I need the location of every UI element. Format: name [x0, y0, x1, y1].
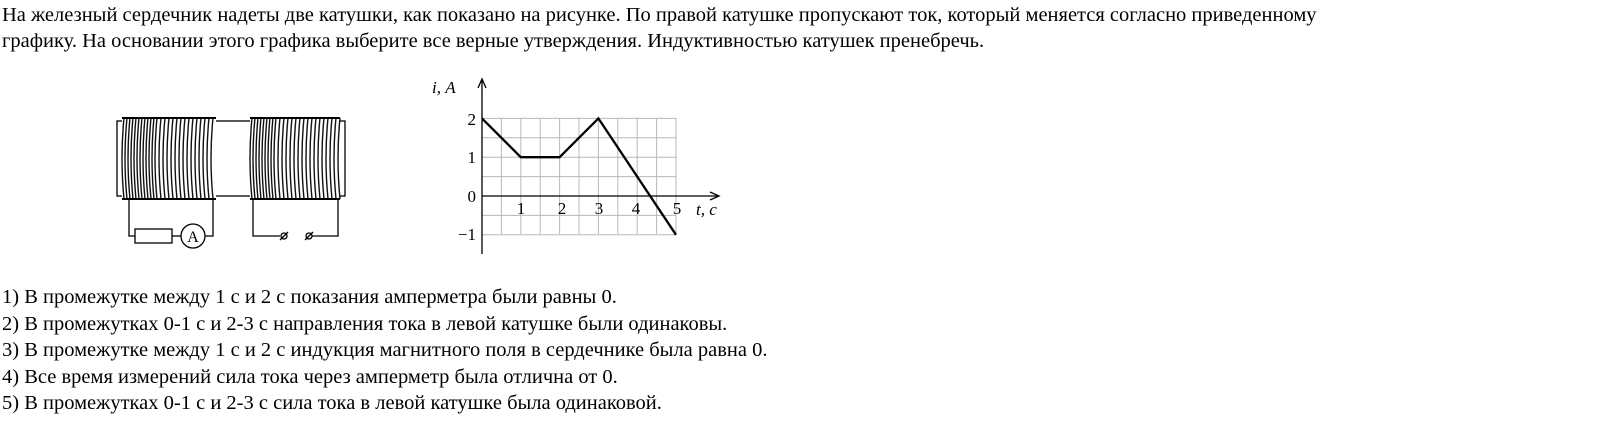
left-circuit	[129, 199, 213, 248]
problem-text	[2, 2, 1592, 54]
grid	[482, 118, 676, 235]
problem-text-line-1: На железный сердечник надеты две катушки, как показано на рисунке. По правой катушке пропускают ток, который меняется согласно приведенному	[2, 4, 1317, 26]
y-tick-neg1: −1	[457, 225, 476, 244]
x-tick-2: 2	[557, 199, 567, 218]
x-tick-5: 5	[672, 199, 682, 218]
left-coil	[122, 118, 216, 199]
statement-1: 1) В промежутке между 1 с и 2 с показания амперметра были равны 0.	[2, 286, 617, 308]
statement-3: 3) В промежутке между 1 с и 2 с индукция магнитного поля в сердечнике была равна 0.	[2, 339, 768, 362]
y-tick-1: 1	[467, 148, 476, 167]
y-axis-label: i, А	[432, 78, 456, 97]
y-tick-2: 2	[467, 110, 476, 129]
x-tick-4: 4	[631, 199, 641, 218]
y-tick-0: 0	[467, 187, 476, 206]
current-graph	[432, 78, 719, 254]
right-coil	[250, 118, 340, 199]
statement-2: 2) В промежутках 0-1 с и 2-3 с направления тока в левой катушке были одинаковы.	[2, 312, 728, 335]
statement-5: 5) В промежутках 0-1 с и 2-3 с сила тока в левой катушке была одинаковой.	[2, 392, 662, 415]
x-tick-3: 3	[594, 199, 604, 218]
x-tick-1: 1	[516, 199, 526, 218]
x-axis-label: t, с	[696, 200, 717, 219]
statement-4: 4) Все время измерений сила тока через амперметр была отлична от 0.	[2, 365, 618, 388]
problem-text-line-2: графику. На основании этого графика выберите все верные утверждения. Индуктивностью катушек пренебречь.	[2, 30, 985, 52]
figure	[0, 60, 760, 280]
coil-diagram	[117, 118, 345, 248]
statements-list	[2, 284, 768, 417]
resistor	[135, 229, 172, 243]
ammeter-label: A	[187, 229, 199, 246]
right-circuit	[253, 199, 338, 240]
